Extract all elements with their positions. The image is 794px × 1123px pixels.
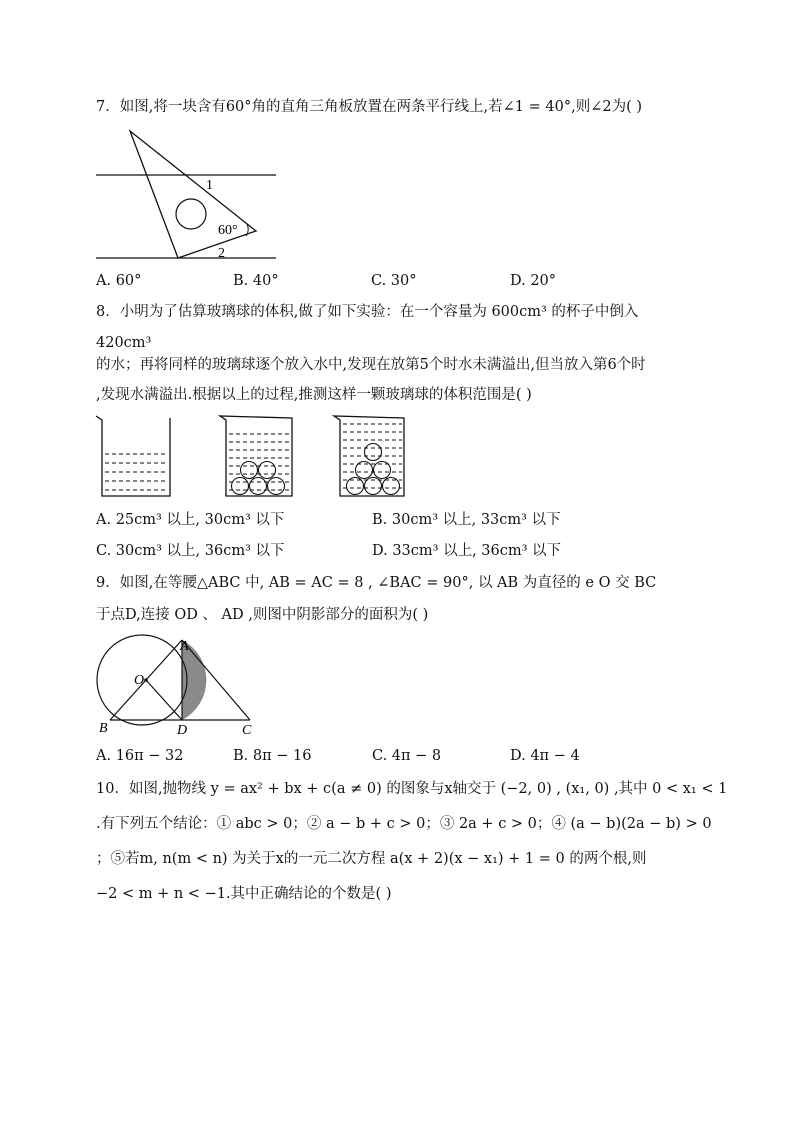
q8-option-d: D. 33cm³ 以上, 36cm³ 以下 — [372, 543, 562, 559]
q10-line-2: .有下列五个结论：① abc > 0；② a − b + c > 0；③ 2a + c > 0；④ (a − b)(2a − b) > 0 — [96, 816, 712, 832]
q8-line-3: 的水；再将同样的玻璃球逐个放入水中,发现在放第5个时水未满溢出,但当放入第6个时 — [96, 357, 646, 373]
q9-option-a: A. 16π − 32 — [96, 748, 184, 764]
q10-line-3: ；⑤若m, n(m < n) 为关于x的一元二次方程 a(x + 2)(x − x₁) + 1 = 0 的两个根,则 — [96, 851, 647, 867]
q7-option-b: B. 40° — [233, 273, 279, 289]
q9-point-a-label: A — [180, 639, 189, 654]
q7-option-d: D. 20° — [510, 273, 557, 289]
q7-angle-1-label: 1 — [206, 178, 213, 193]
q8-line-4: ,发现水满溢出.根据以上的过程,推测这样一颗玻璃球的体积范围是( ) — [96, 387, 532, 403]
q9-option-c: C. 4π − 8 — [372, 748, 442, 764]
q7-option-c: C. 30° — [371, 273, 417, 289]
q9-circle-figure — [90, 632, 260, 738]
q9-option-b: B. 8π − 16 — [233, 748, 312, 764]
q9-line-2: 于点D,连接 OD 、 AD ,则图中阴影部分的面积为( ) — [96, 607, 429, 623]
q8-option-b: B. 30cm³ 以上, 33cm³ 以下 — [372, 512, 561, 528]
beaker-1 — [96, 416, 170, 496]
q8-option-c: C. 30cm³ 以上, 36cm³ 以下 — [96, 543, 285, 559]
q7-angle-60-label: 60° — [218, 223, 238, 238]
q9-point-d-label: D — [177, 723, 188, 738]
q9-point-c-label: C — [242, 723, 252, 738]
q8-line-1: 8．小明为了估算玻璃球的体积,做了如下实验：在一个容量为 600cm³ 的杯子中倒入 — [96, 304, 639, 320]
q9-point-b-label: B — [99, 721, 108, 736]
q8-beakers-figure — [92, 412, 412, 500]
q9-option-d: D. 4π − 4 — [510, 748, 580, 764]
q8-option-a: A. 25cm³ 以上, 30cm³ 以下 — [96, 512, 285, 528]
beaker-3 — [334, 416, 404, 496]
q8-line-2: 420cm³ — [96, 335, 152, 351]
q7-option-a: A. 60° — [96, 273, 142, 289]
q10-line-1: 10．如图,抛物线 y = ax² + bx + c(a ≠ 0) 的图象与x轴交于 (−2, 0) , (x₁, 0) ,其中 0 < x₁ < 1 — [96, 781, 728, 797]
q9-point-o-label: O — [134, 673, 145, 688]
q9-line-1: 9．如图,在等腰△ABC 中, AB = AC = 8 , ∠BAC = 90°, 以 AB 为直径的 e O 交 BC — [96, 575, 657, 591]
q7-triangle-figure — [94, 128, 284, 262]
q10-line-4: −2 < m + n < −1.其中正确结论的个数是( ) — [96, 886, 392, 902]
q7-angle-2-label: 2 — [218, 246, 225, 261]
beaker-2 — [220, 416, 292, 496]
q7-stem: 7．如图,将一块含有60°角的直角三角板放置在两条平行线上,若∠1 = 40°,则∠2为( ) — [96, 99, 642, 115]
